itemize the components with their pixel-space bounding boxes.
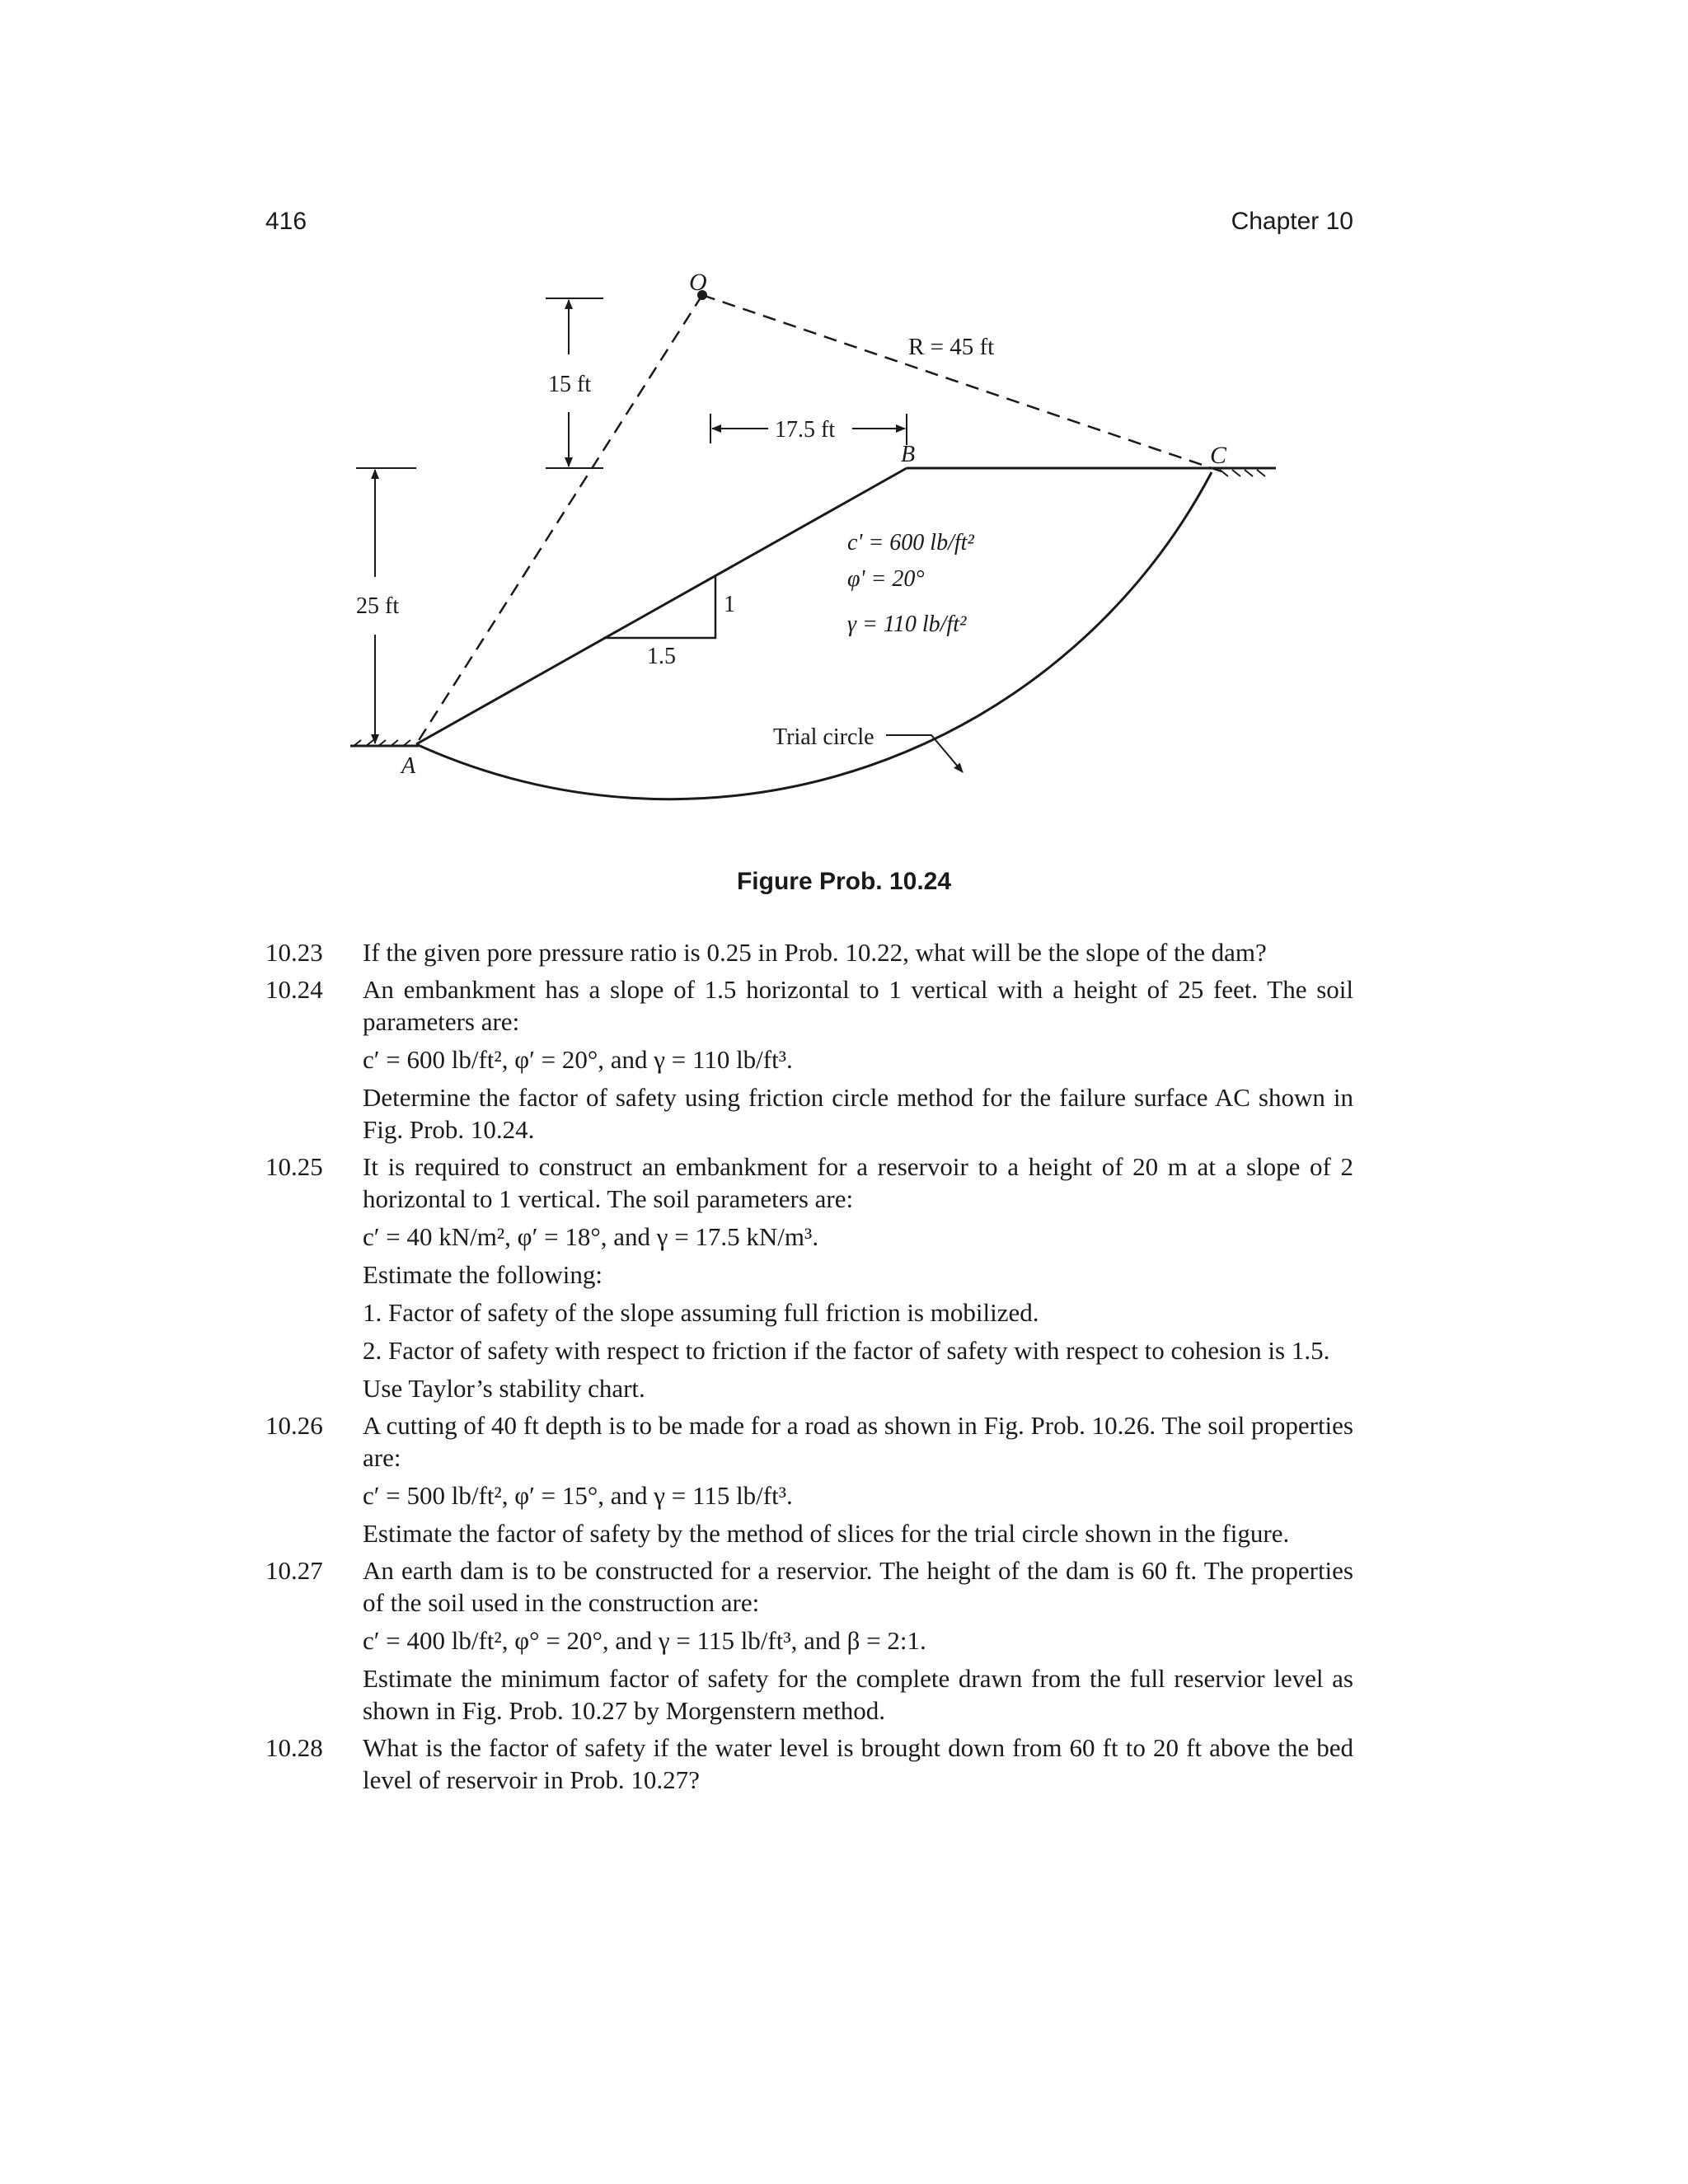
soil-parameters: c′ = 600 lb/ft², φ′ = 20°, and γ = 110 lb/ft³. (363, 1045, 793, 1074)
problem-10-23 (265, 936, 1353, 968)
slope-stability-figure (0, 0, 1688, 907)
soil-parameters: c′ = 40 kN/m², φ′ = 18°, and γ = 17.5 kN/m³. (363, 1222, 819, 1251)
chapter-title: Chapter 10 (1231, 208, 1353, 235)
problem-text: Estimate the minimum factor of safety for the complete drawn from the full reservior level as shown in Fig. Prob. 10.27 by Morgenstern method. (363, 1664, 1353, 1725)
figure-caption: Figure Prob. 10.24 (736, 868, 952, 895)
label-trial-circle: Trial circle (773, 724, 874, 750)
problem-text: It is required to construct an embankment for a reservoir to a height of 20 m at a slope of 2 horizontal to 1 vertical. The soil parameters are: (363, 1152, 1353, 1213)
problem-number: 10.27 (265, 1556, 323, 1585)
radius-line-oc (702, 295, 1221, 471)
problem-10-24 (265, 973, 1353, 1146)
problem-text: Determine the factor of safety using friction circle method for the failure surface AC shown in Fig. Prob. 10.24. (363, 1083, 1353, 1144)
label-radius: R = 45 ft (908, 334, 995, 360)
slope-face-ab (416, 468, 907, 744)
problem-text: Use Taylor’s stability chart. (363, 1374, 645, 1403)
label-15ft: 15 ft (548, 372, 592, 397)
label-center-o: O (689, 269, 707, 296)
problem-text: What is the factor of safety if the water level is brought down from 60 ft to 20 ft above the bed level of reservoir in Prob. 10.27? (363, 1733, 1353, 1794)
problem-subitem: 2. Factor of safety with respect to friction if the factor of safety with respect to cohesion is 1.5. (363, 1336, 1330, 1365)
problem-10-25 (265, 1151, 1353, 1404)
ground-hatch-c (1220, 470, 1265, 476)
problem-text: Estimate the following: (363, 1260, 603, 1289)
problem-number: 10.23 (265, 938, 323, 967)
label-cohesion: c' = 600 lb/ft² (847, 530, 974, 555)
problem-10-28 (265, 1732, 1353, 1796)
problem-text: Estimate the factor of safety by the method of slices for the trial circle shown in the figure. (363, 1519, 1290, 1548)
problem-list (265, 936, 1353, 1801)
problem-number: 10.24 (265, 975, 323, 1004)
soil-parameters: c′ = 500 lb/ft², φ′ = 15°, and γ = 115 lb/ft³. (363, 1481, 793, 1510)
label-slope-horizontal: 1.5 (647, 644, 676, 669)
page-number: 416 (265, 208, 307, 235)
label-point-c: C (1210, 442, 1227, 469)
label-point-a: A (401, 753, 416, 779)
problem-10-27 (265, 1554, 1353, 1727)
label-point-b: B (901, 442, 916, 467)
problem-subitem: 1. Factor of safety of the slope assuming full friction is mobilized. (363, 1298, 1039, 1327)
problem-number: 10.25 (265, 1152, 323, 1181)
problem-10-26 (265, 1409, 1353, 1549)
soil-parameters: c′ = 400 lb/ft², φ° = 20°, and γ = 115 lb/ft³, and β = 2:1. (363, 1626, 926, 1655)
problem-number: 10.26 (265, 1411, 323, 1440)
radius-line-oa (416, 295, 702, 744)
problem-text: A cutting of 40 ft depth is to be made for a road as shown in Fig. Prob. 10.26. The soil properties are: (363, 1411, 1353, 1472)
label-friction-angle: φ' = 20° (847, 566, 925, 592)
label-25ft: 25 ft (356, 593, 400, 619)
label-slope-vertical: 1 (724, 592, 735, 617)
label-17ft: 17.5 ft (775, 417, 836, 443)
problem-text: If the given pore pressure ratio is 0.25 in Prob. 10.22, what will be the slope of the dam? (363, 938, 1267, 967)
trial-circle-leader (886, 735, 963, 772)
problem-text: An earth dam is to be constructed for a reservior. The height of the dam is 60 ft. The properties of the soil used in the construction are: (363, 1556, 1353, 1617)
problem-text: An embankment has a slope of 1.5 horizontal to 1 vertical with a height of 25 feet. The soil parameters are: (363, 975, 1353, 1036)
problem-number: 10.28 (265, 1733, 323, 1762)
label-unit-weight: γ = 110 lb/ft² (847, 612, 967, 637)
